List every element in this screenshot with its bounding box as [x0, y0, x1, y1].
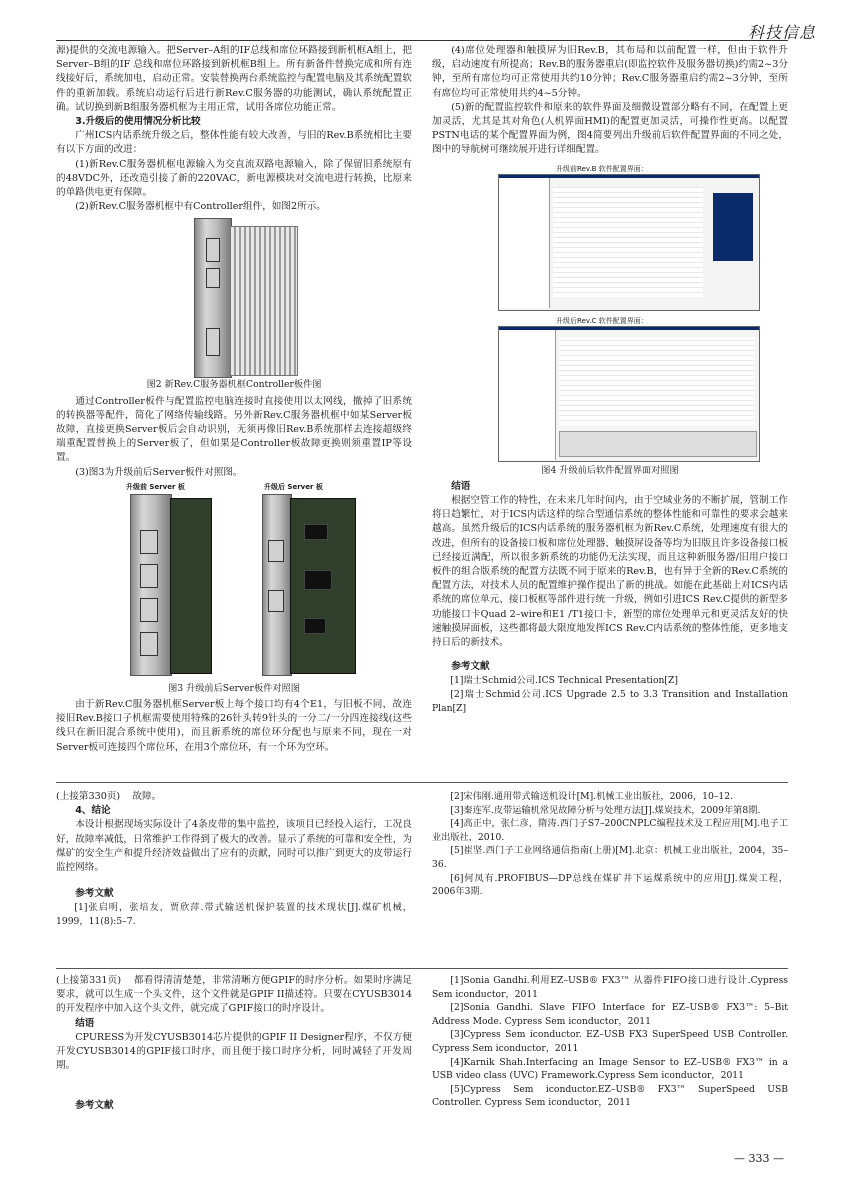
figure-caption: 图3 升级前后Server板件对照图	[168, 682, 300, 694]
reference-item: [2]宋伟刚.通用带式输送机设计[M].机械工业出版社，2006，10–12.	[450, 791, 734, 802]
paragraph: CPURESS为开发CYUSB3014芯片提供的GPIF II Designer程序，不仅方便开发CYUSB3014的GPIF接口时序，而且便于接口时序分析，同时减轻了开发周期。	[56, 1031, 412, 1072]
reference-item: [5]Cypress Sem iconductor.EZ–USB® FX3™ SuperSpeed USB Controller. Cypress Sem iconductor，2011	[432, 1083, 788, 1109]
section-separator	[56, 782, 788, 783]
left-column	[56, 44, 412, 755]
figure-label: 升级前Rev.B 软件配置界面：	[556, 164, 648, 173]
paragraph: 通过Controller板件与配置监控电脑连接时直接使用以太网线，撤掉了旧系统的转换器等配件，简化了网络传输线路。另外新Rev.C服务器机框中如某Server板故障，直接更换Server板后会自动识别，无须再像旧Rev.B系统那样去连接超级终端重配置替换上的Server板了，但如果是Controller板故障更换则须重置IP等设置。	[56, 395, 412, 464]
continued-from: (上接第331页)	[56, 975, 122, 986]
reference-item: [6]何凤有.PROFIBUS—DP总线在煤矿井下运煤系统中的应用[J].煤炭工程，2006年3期.	[432, 872, 788, 898]
references-heading: 参考文献	[451, 661, 490, 673]
reference-item: [2]Sonia Gandhi. Slave FIFO Interface for EZ–USB® FX3™: 5–Bit Address Mode. Cypress Sem iconductor，2011	[432, 1002, 788, 1027]
screenshot-rev-b	[498, 174, 760, 311]
section-heading: 结语	[75, 1017, 95, 1029]
journal-title: 科技信息	[747, 23, 816, 42]
figure-label: 升级前 Server 板	[126, 482, 185, 491]
bottom-right-column	[432, 974, 788, 1110]
section-heading: 结语	[451, 480, 471, 492]
paragraph: (3)图3为升级前后Server板件对照图。	[75, 466, 243, 478]
middle-right-column	[432, 790, 788, 899]
middle-left-column	[56, 790, 412, 929]
reference-item: [3]Cypress Sem iconductor. EZ–USB FX3 SuperSpeed USB Controller. Cypress Sem iconductor，2011	[432, 1029, 788, 1054]
header-rule	[56, 40, 788, 41]
reference-item: [1]张启明，张培友，贾欣萍.带式输送机保护装置的技术现状[J].煤矿机械，1999，11(8):5–7.	[56, 902, 412, 928]
figure-server-boards	[56, 480, 412, 680]
paragraph: 本设计根据现场实际设计了4条皮带的集中监控，该项目已经投入运行，工况良好，故障率减低，日常维护工作得到了极大的改善。显示了系统的可靠和安全性，为煤矿的安全生产和提升经济效益做出了应有的贡献，同时可以推广到更大的皮带运行监控网络。	[56, 819, 412, 874]
paragraph: 都看得清清楚楚，非常清晰方便GPIF的时序分析。如果时序满足要求，就可以生成一个头文件，这个文件就是GPIF II描述符。只要在CYUSB3014的开发程序中加入这个头文件，就完成了GPIF接口的时序设计。	[56, 975, 412, 1015]
figure-label: 升级后 Server 板	[264, 482, 323, 491]
figure-caption: 图2 新Rev.C服务器机框Controller板件图	[146, 379, 322, 391]
reference-item: [4]Karnik Shah.Interfacing an Image Sensor to EZ–USB® FX3™ in a USB video class (UVC) Framework.Cypress Sem iconductor，2011	[432, 1056, 788, 1082]
reference-item: [5]崔坚.西门子工业网络通信指南(上册)[M].北京：机械工业出版社，2004，35–36.	[432, 845, 788, 870]
paragraph: 故障。	[132, 791, 162, 802]
paragraph: 由于新Rev.C服务器机框Server板上每个接口均有4个E1，与旧板不同，故连接旧Rev.B接口子机框需要使用特殊的26针头转9针头的一分二/一分四连接线(这些线只在新旧混合系统中使用)，而且新系统的席位环分配也与原来不同，现在一对Server板可连接四个席位环，在用3个席位环，有一个环为空环。	[56, 699, 412, 753]
page-number: — 333 —	[734, 1152, 784, 1165]
continued-from: (上接第330页)	[56, 791, 121, 802]
section-heading: 3.升级后的使用情况分析比较	[75, 116, 201, 128]
section-heading: 4、结论	[75, 805, 111, 817]
paragraph: (4)席位处理器和触摸屏为旧Rev.B，其布局和以前配置一样，但由于软件升级，启动速度有所提高；Rev.B的服务器重启(即监控软件及服务器切换)约需2~3分钟，至所有席位均可正常使用共约10分钟；Rev.C服务器重启约需2~3分钟，至所有席位均可正常使用共约4~5分钟。	[432, 45, 788, 99]
bottom-left-column	[56, 974, 412, 1114]
references-heading: 参考文献	[75, 1100, 114, 1112]
paragraph: (1)新Rev.C服务器机框电源输入为交直流双路电源输入，除了保留旧系统原有的48VDC外，还改造引接了新的220VAC，新电源模块对交流电进行转换，比原来的单路供电更有保障。	[56, 158, 412, 199]
paragraph: (5)新的配置监控软件和原来的软件界面及细微设置部分略有不同，在配置上更加灵活，尤其是其对角色(人机界面HMI)的配置更加灵活，可操作性更高。以配置PSTN电话的某个配置界面为例，图4简要列出升级前后软件配置界面的不同之处，图中的导航树可继续展开进行详细配置。	[432, 101, 788, 156]
section-separator	[56, 968, 788, 969]
paragraph: 广州ICS内话系统升级之后，整体性能有较大改善，与旧的Rev.B系统相比主要有以下方面的改进：	[56, 130, 412, 156]
figure-software-config	[432, 162, 788, 462]
figure-controller-board	[56, 218, 412, 376]
reference-item: [3]秦连军.皮带运输机常见故障分析与处理方法[J].煤炭技术，2009年第8期.	[450, 804, 761, 816]
figure-label: 升级后Rev.C 软件配置界面：	[556, 316, 648, 325]
reference-item: [2]瑞士Schmid公司.ICS Upgrade 2.5 to 3.3 Transition and Installation Plan[Z]	[432, 689, 788, 714]
reference-item: [4]高正中，张仁彦，隋涛.西门子S7–200CNPLC编程技术及工程应用[M].电子工业出版社，2010.	[432, 818, 788, 843]
figure-caption: 图4 升级前后软件配置界面对照图	[541, 464, 679, 476]
paragraph: 源)提供的交流电源输入。把Server–A组的IF总线和席位环路接到新机框A组上，把Server–B组的IF 总线和席位环路接到新机框B组上。所有新备件替换完成和所有连线接好后，系统加电，启动正常。安装替换两台系统监控与配置电脑及其系统配置软件的重新加载。系统启动运行后进行新Rev.C服务器的功能测试，确认系统配置正确。试切换到新B组服务器机框为主用正常，试用各席位功能正常。	[56, 45, 412, 113]
references-heading: 参考文献	[75, 888, 114, 900]
screenshot-rev-c	[498, 326, 760, 462]
paragraph: (2)新Rev.C服务器机框中有Controller组件，如图2所示。	[75, 201, 326, 213]
right-column	[432, 44, 788, 715]
paragraph: 根据空管工作的特性，在未来几年时间内，由于空域业务的不断扩展，管制工作将日趋繁忙，对于ICS内话这样的综合型通信系统的整体性能和可靠性的要求会越来越高。虽然升级后的ICS内话系统的服务器机框为新Rev.C系统，处理速度有很大的改进，但所有的设备接口板和席位处理器、触摸屏设备等均为旧版且许多设备接口板已经接近满配，所以很多新系统的功能仍无法实现，而且这种新服务器/旧用户接口板件的组合版系统的配置方法既不同于原来的Rev.B，也有异于全新的Rev.C系统的配置方法，对技术人员的配置维护操作提出了新的挑战。如能在此基础上对ICS内话系统的席位单元、接口板框等部件进行统一升级，例如引进ICS Rev.C提供的新型多功能接口卡Quad 2–wire和E1 /T1接口卡，新型的席位处理单元和更灵活友好的快速触摸屏面板，这些都将最大限度地发挥ICS Rev.C内话系统的整体性能，更多地支持日后的新技术。	[432, 495, 788, 649]
reference-item: [1]瑞士Schmid公司.ICS Technical Presentation[Z]	[450, 675, 678, 687]
reference-item: [1]Sonia Gandhi.利用EZ–USB® FX3™ 从器件FIFO接口进行设计.Cypress Sem iconductor，2011	[432, 975, 788, 1000]
